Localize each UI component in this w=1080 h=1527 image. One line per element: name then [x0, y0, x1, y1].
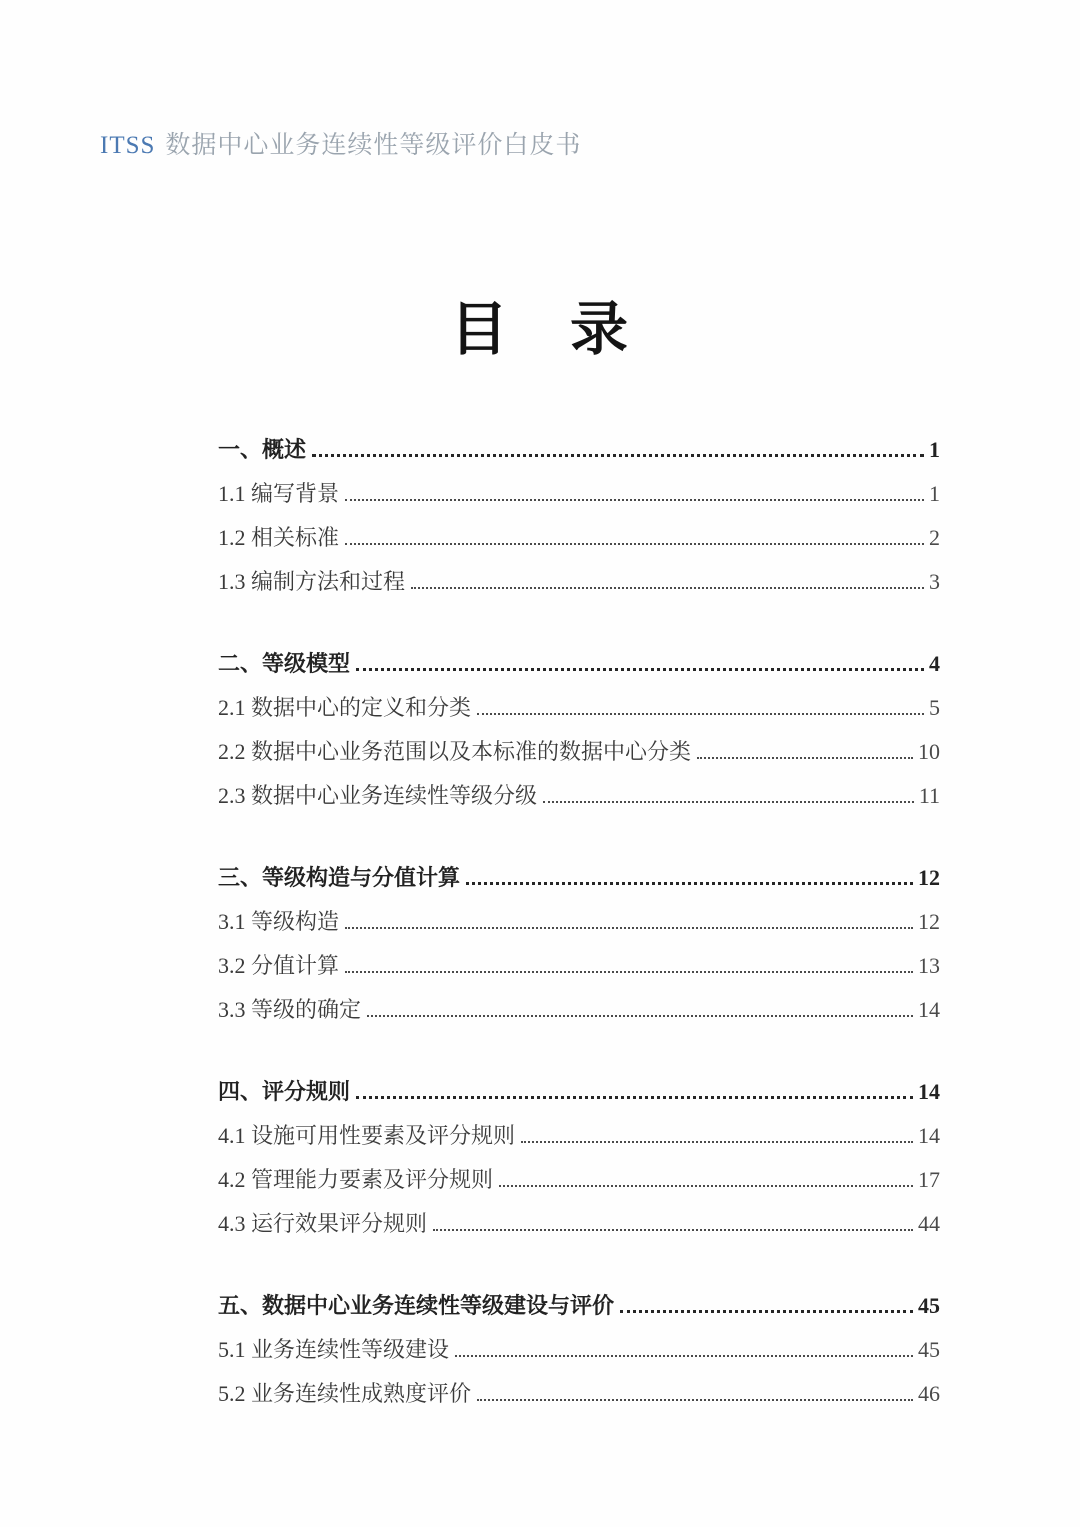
toc-entry-label: 一、概述 — [218, 437, 307, 462]
toc-entry-label: 四、评分规则 — [218, 1079, 351, 1104]
toc-section-heading — [218, 642, 940, 686]
toc-section-heading — [218, 428, 940, 472]
dot-leader — [499, 1185, 913, 1187]
dot-leader — [697, 757, 913, 759]
toc-entry-label: 2.3 数据中心业务连续性等级分级 — [218, 783, 538, 808]
toc-entry-page: 14 — [918, 1123, 940, 1148]
toc-entry-page: 14 — [918, 997, 940, 1022]
toc-entry-label: 4.2 管理能力要素及评分规则 — [218, 1167, 494, 1192]
toc-entry-label: 3.1 等级构造 — [218, 909, 340, 934]
toc-entry-page: 5 — [929, 695, 940, 720]
toc-entry-label: 三、等级构造与分值计算 — [218, 865, 461, 890]
toc-entry-page: 46 — [918, 1381, 940, 1406]
toc-entry-label: 2.1 数据中心的定义和分类 — [218, 695, 472, 720]
toc-item — [218, 900, 940, 944]
dot-leader — [455, 1355, 913, 1357]
dot-leader — [521, 1141, 913, 1143]
toc-entry-page: 13 — [918, 953, 940, 978]
toc-section — [218, 1070, 940, 1246]
toc-entry-label: 5.1 业务连续性等级建设 — [218, 1337, 450, 1362]
toc-entry-page: 45 — [918, 1337, 940, 1362]
toc-entry-page: 4 — [929, 651, 940, 676]
dot-leader — [345, 543, 924, 545]
dot-leader — [356, 668, 924, 671]
toc-section — [218, 856, 940, 1032]
toc-entry-page: 45 — [918, 1293, 940, 1318]
dot-leader — [620, 1310, 913, 1313]
document-title: 数据中心业务连续性等级评价白皮书 — [165, 132, 582, 159]
toc-entry-label: 4.1 设施可用性要素及评分规则 — [218, 1123, 516, 1148]
toc-item — [218, 516, 940, 560]
toc-item — [218, 1202, 940, 1246]
toc-entry-page: 12 — [918, 909, 940, 934]
toc-item — [218, 560, 940, 604]
toc-entry-label: 3.2 分值计算 — [218, 953, 340, 978]
page-title: 目 录 — [449, 297, 630, 362]
dot-leader — [477, 1399, 913, 1401]
table-of-contents — [218, 428, 940, 1416]
toc-entry-page: 11 — [918, 783, 940, 808]
dot-leader — [367, 1015, 913, 1017]
dot-leader — [345, 971, 913, 973]
toc-entry-label: 1.3 编制方法和过程 — [218, 569, 406, 594]
toc-entry-page: 10 — [918, 739, 940, 764]
toc-entry-label: 1.1 编写背景 — [218, 481, 340, 506]
toc-item — [218, 472, 940, 516]
toc-entry-page: 1 — [929, 481, 940, 506]
toc-section — [218, 1284, 940, 1416]
dot-leader — [543, 801, 914, 803]
document-header — [100, 130, 581, 162]
dot-leader — [433, 1229, 913, 1231]
dot-leader — [477, 713, 924, 715]
toc-entry-label: 5.2 业务连续性成熟度评价 — [218, 1381, 472, 1406]
toc-section — [218, 428, 940, 604]
dot-leader — [345, 499, 924, 501]
toc-item — [218, 1372, 940, 1416]
toc-item — [218, 944, 940, 988]
toc-entry-label: 五、数据中心业务连续性等级建设与评价 — [218, 1293, 615, 1318]
toc-item — [218, 1328, 940, 1372]
toc-item — [218, 988, 940, 1032]
toc-entry-label: 3.3 等级的确定 — [218, 997, 362, 1022]
toc-item — [218, 1158, 940, 1202]
dot-leader — [356, 1096, 913, 1099]
toc-item — [218, 730, 940, 774]
toc-entry-label: 2.2 数据中心业务范围以及本标准的数据中心分类 — [218, 739, 692, 764]
toc-entry-page: 14 — [918, 1079, 940, 1104]
toc-entry-label: 4.3 运行效果评分规则 — [218, 1211, 428, 1236]
dot-leader — [312, 454, 924, 457]
toc-section — [218, 642, 940, 818]
toc-item — [218, 686, 940, 730]
dot-leader — [466, 882, 913, 885]
toc-entry-page: 1 — [929, 437, 940, 462]
toc-entry-page: 44 — [918, 1211, 940, 1236]
toc-entry-page: 3 — [929, 569, 940, 594]
brand-itss: ITSS — [100, 132, 156, 159]
toc-section-heading — [218, 1284, 940, 1328]
toc-entry-page: 2 — [929, 525, 940, 550]
toc-section-heading — [218, 856, 940, 900]
toc-item — [218, 774, 940, 818]
dot-leader — [411, 587, 924, 589]
dot-leader — [345, 927, 913, 929]
toc-item — [218, 1114, 940, 1158]
toc-entry-label: 1.2 相关标准 — [218, 525, 340, 550]
toc-section-heading — [218, 1070, 940, 1114]
toc-entry-page: 17 — [918, 1167, 940, 1192]
toc-entry-page: 12 — [918, 865, 940, 890]
toc-entry-label: 二、等级模型 — [218, 651, 351, 676]
